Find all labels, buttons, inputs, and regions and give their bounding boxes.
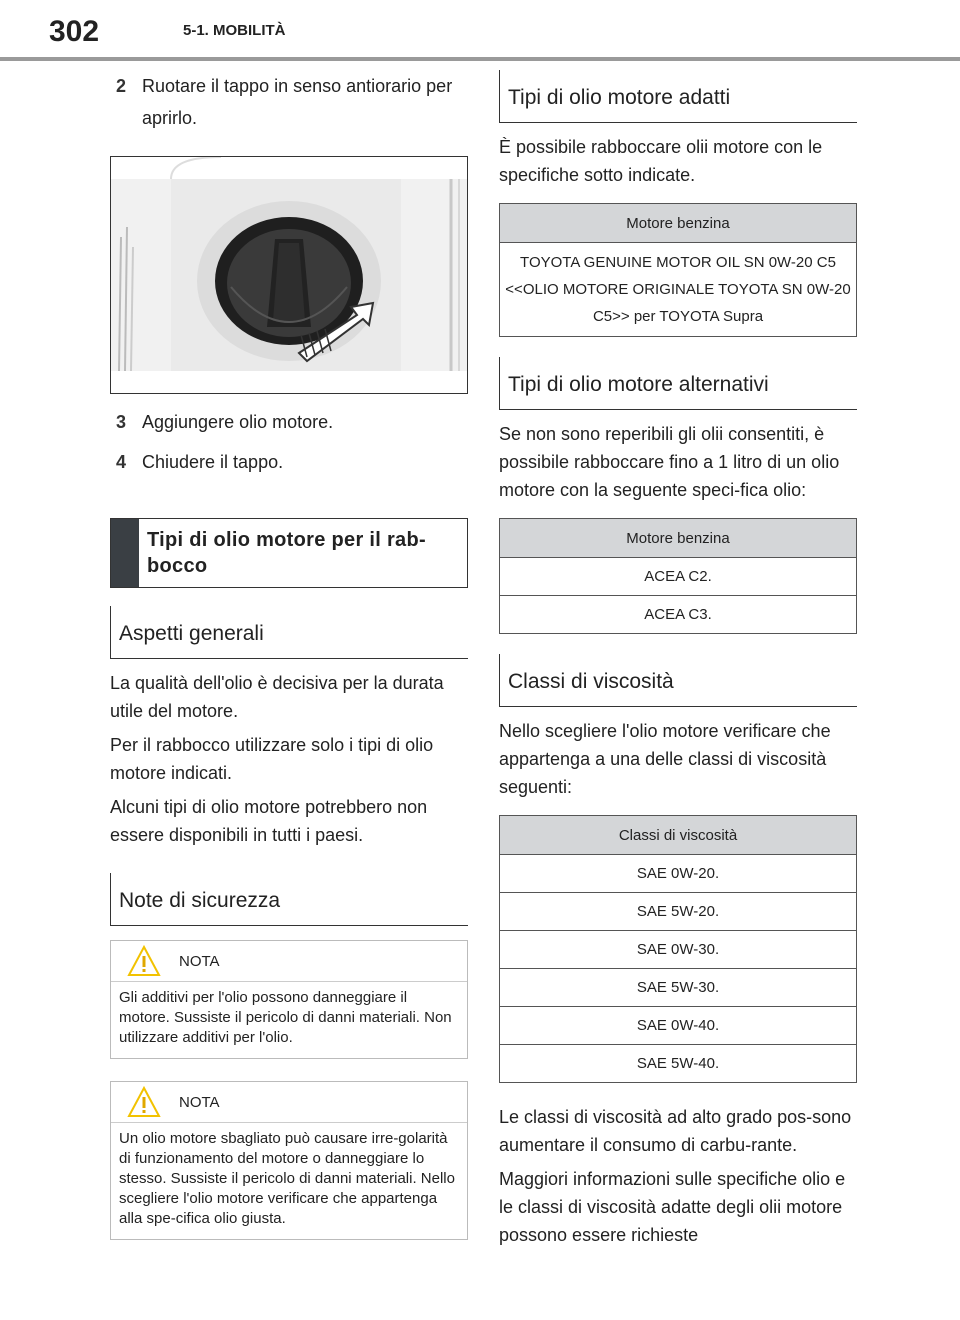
step-text: Aggiungere olio motore.: [142, 412, 334, 432]
header-rule: [0, 57, 960, 61]
alternative-paragraph: Se non sono reperibili gli olii consentiti, è possibile rabboccare fino a 1 litro di un olio motore con la seguente speci-fica olio:: [499, 424, 840, 500]
heading-bar: [111, 519, 139, 587]
viscosity-heading: Classi di viscosità: [499, 654, 857, 707]
step-text: Chiudere il tappo.: [142, 452, 284, 472]
table-cell: SAE 5W-20.: [500, 893, 857, 931]
general-heading: Aspetti generali: [110, 606, 468, 659]
notice-text: Un olio motore sbagliato può causare irre-golarità di funzionamento del motore o danneggiare lo stesso. Sussiste il pericolo di danni materiali. Nello scegliere l'olio motore verificare che appartenga alla spe-cifica olio giusta.: [119, 1130, 455, 1227]
viscosity-note-1: Le classi di viscosità ad alto grado pos-sono aumentare il consumo di carbu-rante.: [499, 1107, 852, 1155]
table-cell: TOYOTA GENUINE MOTOR OIL SN 0W-20 C5 <<OLIO MOTORE ORIGINALE TOYOTA SN 0W-20 C5>> per TOYOTA Supra: [500, 243, 857, 337]
notice-box-2: [110, 1081, 468, 1240]
table-header: Classi di viscosità: [500, 816, 857, 855]
section-title: 5-1. MOBILITÀ: [183, 22, 286, 39]
general-paragraph-2: Per il rabbocco utilizzare solo i tipi di olio motore indicati.: [110, 735, 434, 783]
table-cell: SAE 5W-30.: [500, 969, 857, 1007]
notice-label: NOTA: [179, 953, 220, 970]
viscosity-table: [499, 815, 857, 1083]
safety-heading: Note di sicurezza: [110, 873, 468, 926]
table-cell: ACEA C2.: [500, 558, 857, 596]
notice-box-1: [110, 940, 468, 1059]
right-column: [499, 70, 857, 1255]
warning-icon: [127, 945, 161, 982]
suitable-heading: Tipi di olio motore adatti: [499, 70, 857, 123]
table-cell: SAE 0W-20.: [500, 855, 857, 893]
step-number: 2: [116, 76, 127, 96]
alternative-heading: Tipi di olio motore alternativi: [499, 357, 857, 410]
general-paragraph-1: La qualità dell'olio è decisiva per la durata utile del motore.: [110, 673, 444, 721]
suitable-paragraph: È possibile rabboccare olii motore con le specifiche sotto indicate.: [499, 137, 823, 185]
table-header: Motore benzina: [500, 519, 857, 558]
suitable-oil-table: [499, 203, 857, 337]
table-cell: SAE 0W-30.: [500, 931, 857, 969]
step-text: Ruotare il tappo in senso antiorario per aprirlo.: [142, 76, 453, 128]
alternative-oil-table: [499, 518, 857, 634]
warning-icon: [127, 1086, 161, 1123]
general-paragraph-3: Alcuni tipi di olio motore potrebbero non essere disponibili in tutti i paesi.: [110, 797, 428, 845]
table-header: Motore benzina: [500, 204, 857, 243]
viscosity-paragraph: Nello scegliere l'olio motore verificare che appartenga a una delle classi di viscosità seguenti:: [499, 721, 831, 797]
step-number: 4: [116, 452, 127, 472]
notice-text: Gli additivi per l'olio possono danneggiare il motore. Sussiste il pericolo di danni materiali. Non utilizzare additivi per l'olio.: [119, 989, 452, 1046]
left-column: [110, 70, 468, 1240]
main-heading: [110, 518, 468, 588]
step-2: [110, 70, 468, 134]
viscosity-note-2: Maggiori informazioni sulle specifiche olio e le classi di viscosità adatte degli olii motore possono essere richieste: [499, 1169, 846, 1245]
step-number: 3: [116, 412, 127, 432]
table-cell: SAE 0W-40.: [500, 1007, 857, 1045]
page-number: 302: [48, 15, 100, 48]
table-cell: SAE 5W-40.: [500, 1045, 857, 1083]
oil-cap-illustration: [110, 156, 468, 394]
table-cell: ACEA C3.: [500, 596, 857, 634]
step-4: [110, 446, 468, 478]
main-heading-text: Tipi di olio motore per il rab-bocco: [147, 529, 426, 577]
notice-label: NOTA: [179, 1094, 220, 1111]
step-3: [110, 406, 468, 438]
